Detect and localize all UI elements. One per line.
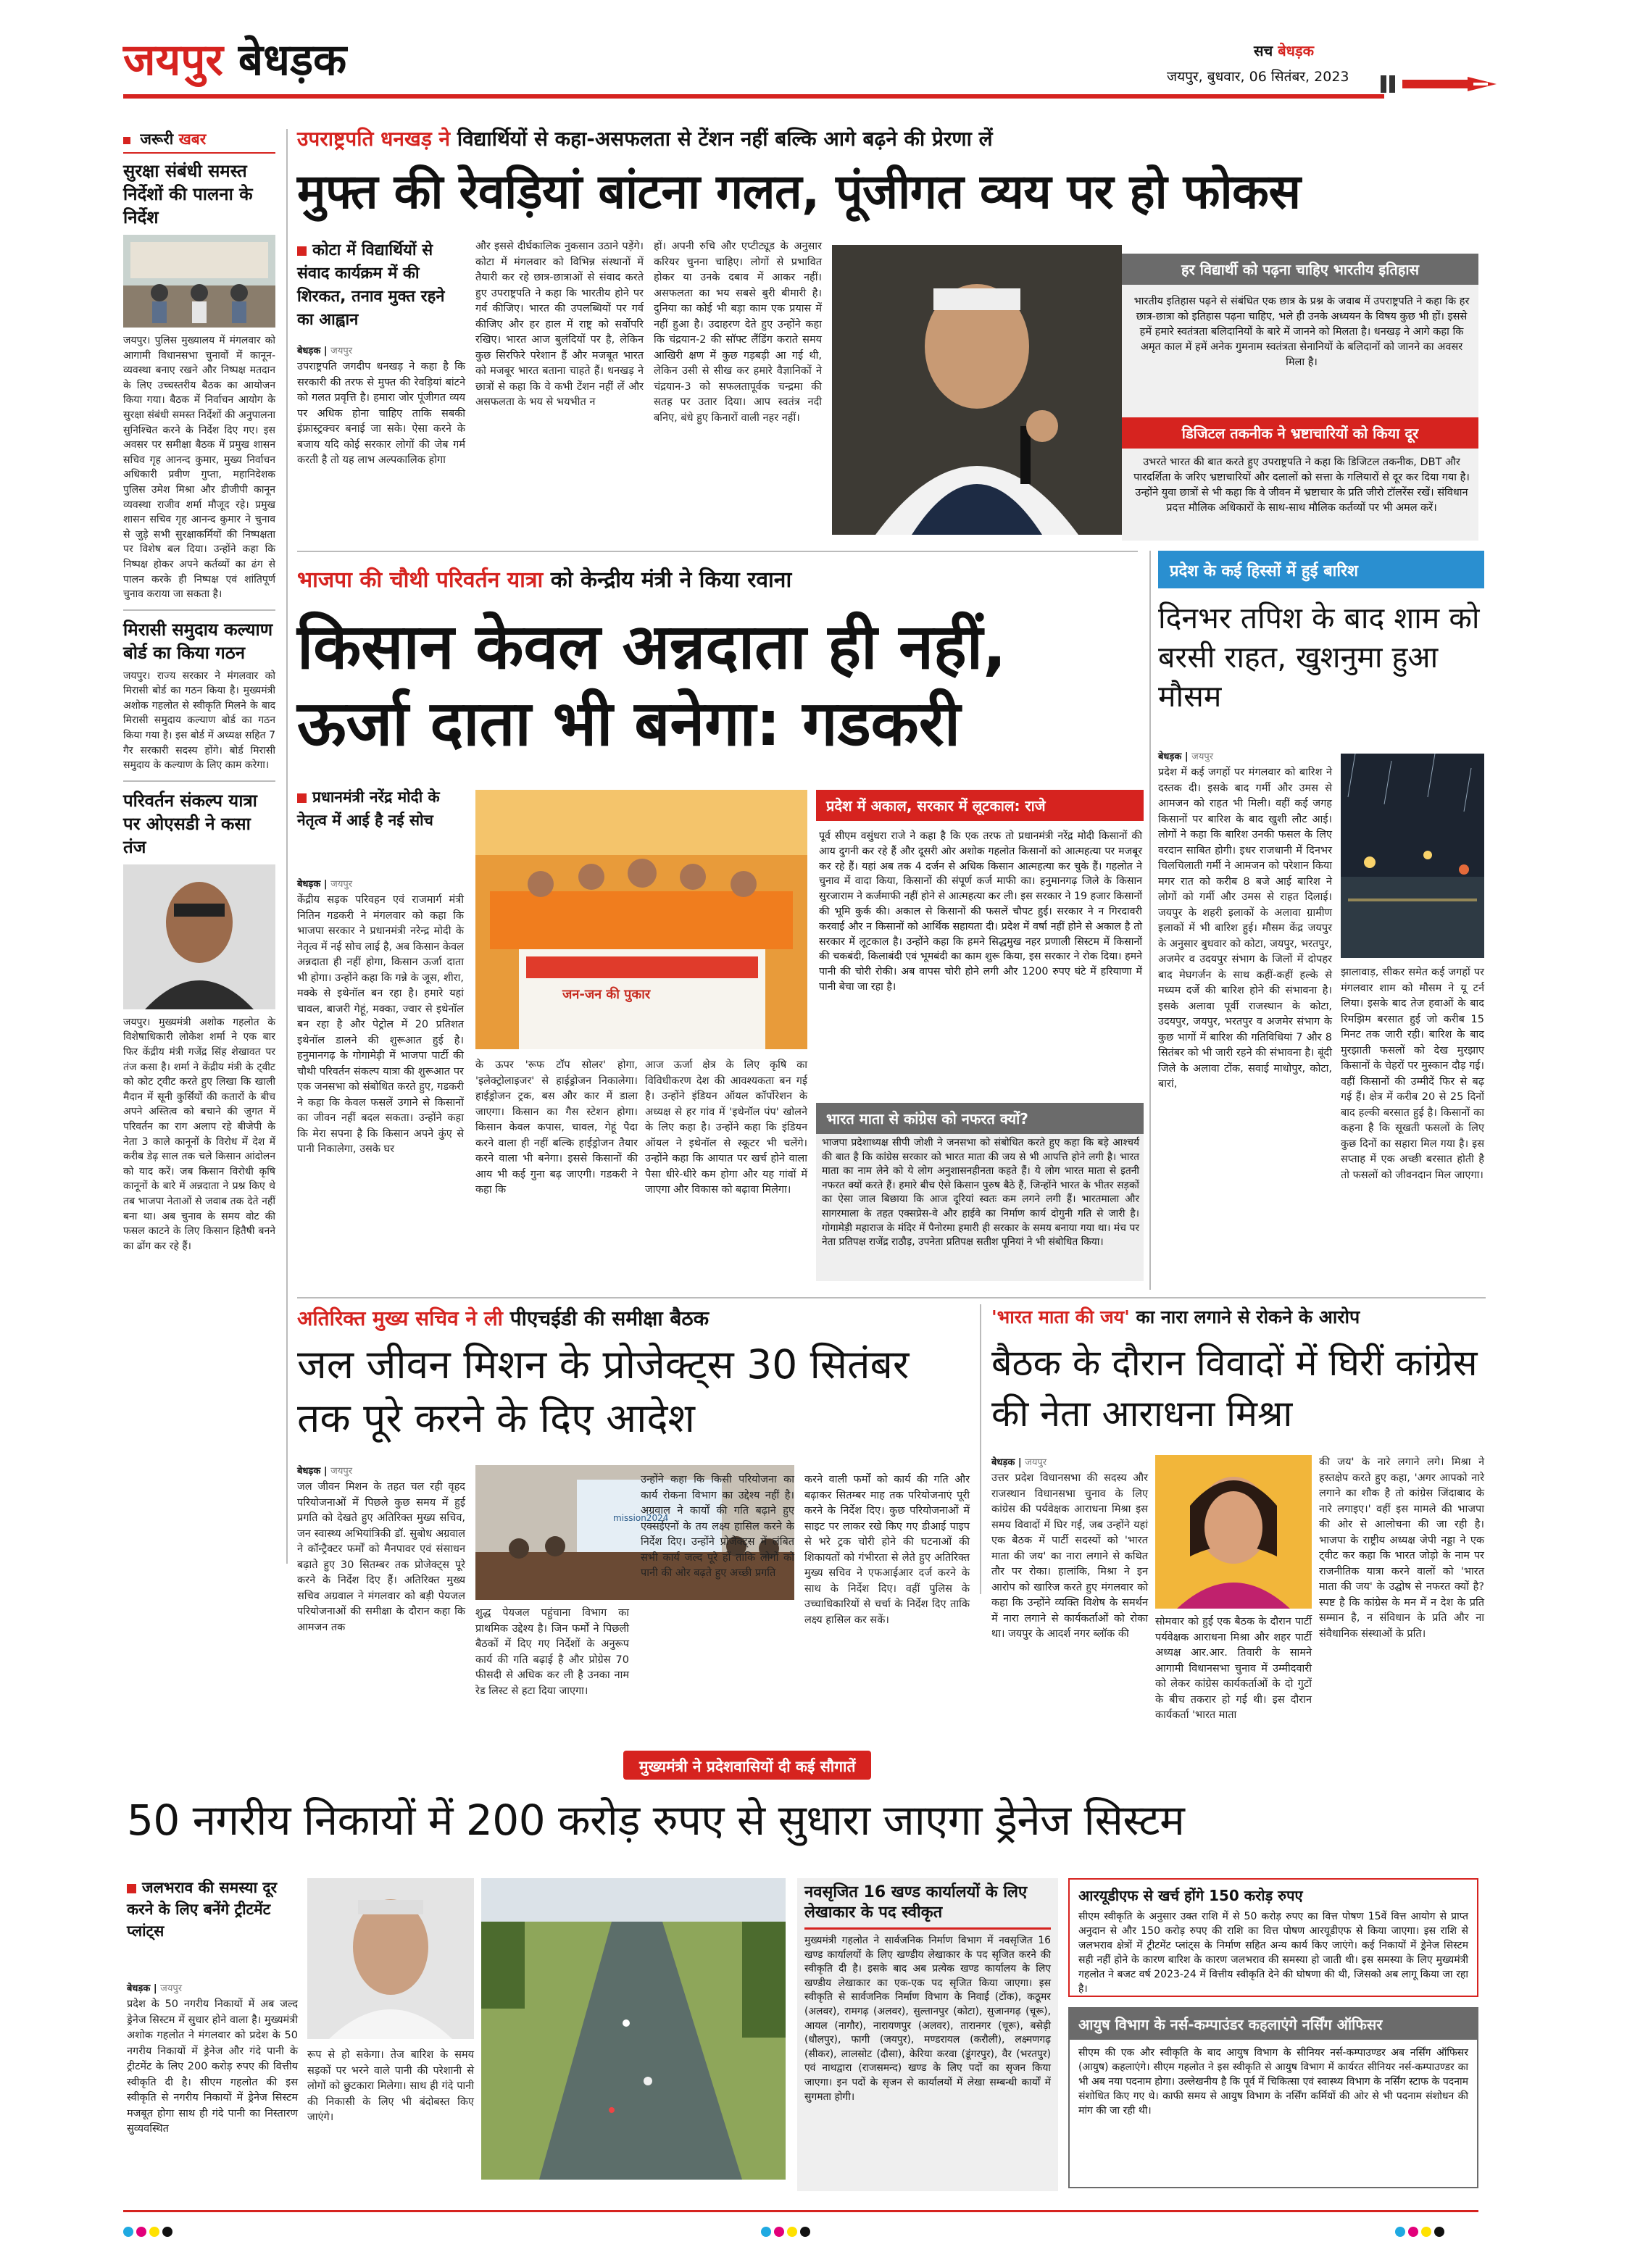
- story6-box3-head: आयुष विभाग के नर्स-कम्पाउंडर कहलाएंगे नर्सिंग ऑफिसर: [1070, 2009, 1477, 2040]
- story6-box1: [797, 1878, 1058, 2191]
- story1-kicker: [297, 125, 993, 152]
- story4-headline: जल जीवन मिशन के प्रोजेक्ट्स 30 सितंबर तक पूरे करने के दिए आदेश: [297, 1341, 910, 1441]
- story6-headline: 50 नगरीय निकायों में 200 करोड़ रुपए से सुधारा जाएगा ड्रेनेज सिस्टम: [127, 1796, 1185, 1845]
- story2-box1: [816, 790, 1144, 1093]
- story6-byline: बेधड़क | जयपुर: [127, 1983, 183, 1994]
- byline-a: बेधड़क: [127, 1983, 151, 1994]
- story6-subhead: [127, 1877, 301, 1942]
- story4-kicker: [297, 1304, 709, 1332]
- sidebar-divider: [123, 780, 275, 782]
- tagline-a: सच: [1254, 42, 1273, 59]
- story4-col3: उन्होंने कहा कि किसी परियोजना का कार्य रोकना विभाग का उद्देश्य नहीं है। अग्रवाल ने कार्यों की गति बढ़ाने हुए एक्सईएनों के तय लक्ष्य हासिल करने के निर्देश दिए। उन्होंने प्रोजेक्ट्स में लंबित सभी कार्य जल्द पूरे हों ताकि लोगों को पानी की ओर बढ़ते हुए अच्छी प्रगति: [641, 1474, 794, 1579]
- byline-a: बेधड़क: [1158, 751, 1182, 762]
- story6-sub: जलभराव की समस्या दूर करने के लिए बनेंगे ट्रीटमेंट प्लांट्स: [127, 1879, 278, 1940]
- byline-a: बेधड़क: [297, 346, 321, 357]
- byline-b: जयपुर: [330, 879, 353, 890]
- lokesh-sharma-photo: [123, 864, 275, 1009]
- story6-box3-body: सीएम की एक और स्वीकृति के बाद आयुष विभाग के सीनियर नर्स-कम्पाउण्डर अब नर्सिंग ऑफिसर (आयुष) कहलाएंगे। सीएम गहलोत ने इस स्वीकृति से आयुष विभाग में कार्यरत सीनियर नर्स-कम्पाउण्डर का भी अब नया पदनाम होगा। उल्लेखनीय है कि पूर्व में चिकित्सा एवं स्वास्थ्य विभाग के नर्सिंग स्टाफ के पदनाम संशोधित किए गए थे। काफी समय से आयुष विभाग के नर्सिंग कर्मियों की ओर से भी पदनाम संशोधन की मांग की जा रही थी।: [1078, 2047, 1468, 2117]
- masthead-rule: [123, 94, 1384, 99]
- tagline-b: बेधड़क: [1278, 42, 1314, 59]
- story4-kicker-a: अतिरिक्त मुख्य सचिव ने ली: [297, 1306, 503, 1330]
- story1-byline: बेधड़क | जयपुर: [297, 346, 353, 357]
- byline-b: जयपुर: [330, 346, 353, 357]
- story5-kicker-b: का नारा लगाने से रोकने के आरोप: [1136, 1306, 1360, 1327]
- story1-col2: और इससे दीर्घकालिक नुकसान उठाने पड़ेंगे। कोटा में मंगलवार को विभिन्न संस्थानों में तैयारी कर रहे छात्र-छात्राओं से संवाद करते हुए उपराष्ट्रपति ने कहा कि भारतीय होने पर गर्व कीजिए। भारत की उपलब्धियों पर गर्व कीजिए और हर हाल में राष्ट्र को सर्वोपरि रखिए। भारत आज बुलंदियों पर है, लेकिन कुछ सिरफिरे परेशान हैं और मजबूत भारत को मजबूर भारत बताना चाहते हैं। धनखड़ ने छात्रों से कहा कि वे कभी टेंशन नहीं लें और असफलता के भय से भयभीत न: [475, 241, 644, 408]
- screen-text: mission2024: [613, 1513, 669, 1523]
- story6-col2: रूप से हो सकेगा। तेज बारिश के समय सड़कों पर भरने वाले पानी की परेशानी से लोगों को छुटकारा मिलेगा। साथ ही गंदे पानी की निकासी के लिए भी बंदोबस्त किए जाएंगे।: [307, 2049, 474, 2123]
- sidebar-label-a: जरूरी: [140, 130, 174, 148]
- police-meeting-photo: [123, 235, 275, 328]
- story3-byline: बेधड़क | जयपुर: [1158, 751, 1214, 762]
- story2-box2: [816, 1103, 1144, 1281]
- story1-kicker-a: उपराष्ट्रपति धनखड़ ने: [297, 127, 451, 151]
- sidebar-story-2-head: मिरासी समुदाय कल्याण बोर्ड का किया गठन: [123, 619, 273, 663]
- story1-box1: [1122, 254, 1478, 420]
- byline-b: जयपुर: [1025, 1457, 1047, 1468]
- masthead: [123, 35, 1500, 100]
- story3-col1: प्रदेश में कई जगहों पर मंगलवार को बारिश ने दस्तक दी। इसके बाद गर्मी और उमस से आमजन को राहत भी मिली। वहीं कई जगह किसानों पर बारिश के बाद खुशी लौट आई। लोगों ने कहा कि बारिश उनकी फसल के लिए वरदान साबित होगी। इधर राजधानी में दिनभर चिलचिलाती गर्मी ने आमजन को परेशान किया मगर रात को करीब 8 बजे आई बारिश ने लोगों को गर्मी और उमस से राहत दिलाई। जयपुर के शहरी इलाकों के अलावा ग्रामीण इलाकों में भी बारिश हुई। मौसम केंद्र जयपुर के अनुसार बुधवार को कोटा, जयपुर, भरतपुर, अजमेर व उदयपुर संभाग के जिलों में दोपहर बाद मेघगर्जन के साथ कहीं-कहीं हल्के से मध्यम दर्जे की बारिश होने की संभावना है। इसके अलावा पूर्वी राजस्थान के कोटा, उदयपुर, जयपुर, भरतपुर व अजमेर संभाग के कुछ भागों में बारिश की गतिविधियां 7 और 8 सितंबर को भी जारी रहने की संभावना है। बूंदी जिले के अलावा टोंक, सवाई माधोपुर, कोटा, बारां,: [1158, 767, 1332, 1090]
- story3-caption: झालावाड़, सीकर समेत कई जगहों पर मंगलवार शाम को मौसम ने यू टर्न लिया। इसके बाद तेज हवाओं के बाद रिमझिम बरसात हुई जो करीब 15 मिनट तक जारी रही। बारिश के बाद मुरझाती फसलों को देख मुरझाए किसानों के चेहरों पर मुस्कान दौड़ गई। वहीं किसानों की उम्मीदें फिर से बढ़ गई हैं। क्षेत्र में करीब 20 से 25 दिनों बाद हल्की बरसात हुई है। किसानों का कहना है कि सूखती फसलों के लिए कुछ दिनों का सहारा मिल गया है। इस सप्ताह में एक अच्छी बरसात होती है तो फसलों को जीवनदान मिल जाएगा।: [1341, 967, 1484, 1181]
- byline-b: जयपुर: [1191, 751, 1214, 762]
- gadkari-rally-photo: [475, 790, 807, 1049]
- story2-kicker: [297, 564, 791, 593]
- story1-box1-head: हर विद्यार्थी को पढ़ना चाहिए भारतीय इतिहास: [1122, 254, 1478, 285]
- logo: [123, 35, 346, 86]
- aradhana-mishra-photo: [1155, 1455, 1312, 1609]
- story5-col2: सोमवार को हुई एक बैठक के दौरान पार्टी पर्यवेक्षक आराधना मिश्रा और शहर पार्टी अध्यक्ष आर.आर. तिवारी के सामने आगामी विधानसभा चुनाव में उम्मीदवारी को लेकर कांग्रेस कार्यकर्ताओं के दो गुटों के बीच तकरार हो गई थी। इस दौरान कार्यकर्ता 'भारत माता: [1155, 1616, 1312, 1721]
- story2-sub: प्रधानमंत्री नरेंद्र मोदी के नेतृत्व में आई है नई सोच: [297, 788, 440, 829]
- sidebar-label: [123, 129, 275, 154]
- drain-photo: [481, 1878, 786, 2180]
- story6-box2-head: आरयूडीएफ से खर्च होंगे 150 करोड़ रुपए: [1078, 1887, 1303, 1904]
- sidebar-story-1-body: जयपुर। पुलिस मुख्यालय में मंगलवार को आगामी विधानसभा चुनावों में कानून-व्यवस्था बनाए रखने और निष्पक्ष मतदान के लिए उच्चस्तरीय बैठक का आयोजन किया गया। बैठक में निर्वाचन आयोग के सुरक्षा संबंधी समस्त निर्देशों की अनुपालना सुनिश्चित करने के निर्देश दिए गए। इस अवसर पर समीक्षा बैठक में प्रमुख शासन सचिव गृह आनन्द कुमार, मुख्य निर्वाचन अधिकारी प्रवीण गुप्ता, महानिदेशक पुलिस उमेश मिश्रा और डीजीपी कानून व्यवस्था राजीव शर्मा मौजूद रहे। प्रमुख शासन सचिव गृह आनन्द कुमार ने चुनाव से जुड़े सभी सुरक्षाकर्मियों की निष्पक्षता पर विशेष बल दिया। उन्होंने कहा कि निष्पक्ष होकर अपने कर्तव्यों का ढंग से पालन करके ही निष्पक्ष एवं शांतिपूर्ण चुनाव कराया जा सकता है।: [123, 335, 275, 601]
- story4-col4: करने वाली फर्मों को कार्य की गति और बढ़ाकर सितम्बर माह तक परियोजनाएं पूरी करने के निर्देश दिए। कुछ परियोजनाओं में साइट पर लाकर रखे किए गए डीआई पाइप से भरे ट्रक चोरी होने की घटनाओं की शिकायतों को गंभीरता से लेते हुए अतिरिक्त मुख्य सचिव ने एफआईआर दर्ज करने के साथ के निर्देश दिए। वहीं पुलिस के उच्चाधिकारियों से चर्चा के निर्देश दिए ताकि लक्ष्य हासिल कर सकें।: [804, 1474, 970, 1626]
- story2-kicker-a: भाजपा की चौथी परिवर्तन यात्रा: [297, 567, 544, 593]
- story4-col1: जल जीवन मिशन के तहत चल रही वृहद परियोजनाओं में पिछले कुछ समय में हुई प्रगति को देखते हुए अतिरिक्त मुख्य सचिव, जन स्वास्थ्य अभियांत्रिकी डॉ. सुबोध अग्रवाल ने कॉन्ट्रैक्टर फर्मों को मैनपावर एवं संसाधन बढ़ाते हुए 30 सितम्बर तक प्रोजेक्ट्स पूरे करने के निर्देश दिए हैं। अतिरिक्त मुख्य सचिव अग्रवाल ने मंगलवार को बड़ी पेयजल परियोजनाओं की समीक्षा के दौरान कहा कि आमजन तक: [297, 1481, 465, 1633]
- sidebar-story-2-body: जयपुर। राज्य सरकार ने मंगलवार को मिरासी बोर्ड का गठन किया है। मुख्यमंत्री अशोक गहलोत से स्वीकृति मिलने के बाद मिरासी समुदाय कल्याण बोर्ड का गठन किया गया है। इस बोर्ड में अध्यक्ष सहित 7 गैर सरकारी सदस्य होंगे। बोर्ड मिरासी समुदाय के कल्याण के लिए काम करेगा।: [123, 670, 275, 772]
- story6-kicker: मुख्यमंत्री ने प्रदेशवासियों दी कई सौगातें: [623, 1751, 871, 1780]
- story4-kicker-b: पीएचईडी की समीक्षा बैठक: [509, 1306, 710, 1330]
- masthead-tagline: [1254, 41, 1314, 60]
- bullet-icon: [297, 793, 307, 803]
- rule: [297, 1297, 1486, 1298]
- story3-banner: प्रदेश के कई हिस्सों में हुई बारिश: [1158, 551, 1484, 588]
- byline-a: बेधड़क: [297, 1466, 321, 1477]
- story1-sub: कोटा में विद्यार्थियों से संवाद कार्यक्रम में की शिरकत, तनाव मुक्त रहने का आह्वान: [297, 241, 445, 329]
- footer-rule: [123, 2210, 1478, 2212]
- rally-banner-text: जन-जन की पुकार: [562, 987, 651, 1002]
- story1-col1: उपराष्ट्रपति जगदीप धनखड़ ने कहा है कि सरकारी की तरफ से मुफ्त की रेवड़ियां बांटने को गलत प्रवृत्ति है। हमारा जोर पूंजीगत व्यय पर अधिक होना चाहिए ताकि सबकी इंफ्रास्ट्रक्चर बनाई जा सके। ऐसा करने के बजाय यदि कोई सरकार लोगों की जेब गर्म करती है तो यह लाभ अल्पकालिक होगा: [297, 361, 465, 466]
- logo-part-b: बेधड़क: [238, 35, 347, 86]
- rain-night-photo: [1341, 754, 1484, 958]
- byline-b: जयपुर: [330, 1466, 353, 1477]
- story5-headline: बैठक के दौरान विवादों में घिरीं कांग्रेस की नेता आराधना मिश्रा: [991, 1342, 1478, 1435]
- story1-box2-body: उभरते भारत की बात करते हुए उपराष्ट्रपति ने कहा कि डिजिटल तकनीक, DBT और पारदर्शिता के जरिए भ्रष्टाचारियों और दलालों को सत्ता के गलियारों से दूर कर दिया गया है। उन्होंने युवा छात्रों से भी कहा कि वे जीवन में भ्रष्टाचार के प्रति जीरो टॉलरेंस रखें। संविधान प्रदत्त मौलिक अधिकारों के साथ-साथ मौलिक कर्तव्यों पर भी अमल करें।: [1133, 456, 1470, 514]
- story1-box1-body: भारतीय इतिहास पढ़ने से संबंधित एक छात्र के प्रश्न के जवाब में उपराष्ट्रपति ने कहा कि हर छात्र-छात्रा को इतिहास पढ़ना चाहिए, भले ही उनके अध्ययन के विषय कुछ भी हों। इससे हमें हमारे स्वतंत्रता बलिदानियों के बारे में जानने को मिलता है। धनखड़ ने आगे कहा कि अमृत काल में हमें अनेक गुमनाम स्वतंत्रता सेनानियों के बलिदानों को जानने का अवसर मिला है।: [1133, 296, 1470, 368]
- story4-col2: शुद्ध पेयजल पहुंचाना विभाग का प्राथमिक उद्देश्य है। जिन फर्मों ने पिछली बैठकों में दिए गए निर्देशों के अनुरूप कार्य की गति बढ़ाई है और प्रोग्रेस 70 फीसदी से अधिक कर ली है उनका नाम रेड लिस्ट से हटा दिया जाएगा।: [475, 1607, 629, 1697]
- story6-col1: प्रदेश के 50 नगरीय निकायों में अब जल्द ड्रेनेज सिस्टम में सुधार होने वाला है। मुख्यमंत्री अशोक गहलोत ने मंगलवार को प्रदेश के 50 नगरीय निकायों में ड्रेनेज और गंदे पानी के ट्रीटमेंट के लिए 200 करोड़ रुपए की वित्तीय स्वीकृति दी है। सीएम गहलोत की इस स्वीकृति से नगरीय निकायों में ड्रेनेज सिस्टम मजबूत होगा साथ ही गंदे पानी का निस्तारण सुव्यवस्थित: [127, 1998, 298, 2135]
- bullet-icon: [127, 1884, 136, 1893]
- story3-headline: दिनभर तपिश के बाद शाम को बरसी राहत, खुशनुमा हुआ मौसम: [1158, 601, 1480, 714]
- story2-col3: आज ऊर्जा क्षेत्र के लिए कृषि का विविधीकरण देश की आवश्यकता बन गई है। उन्होंने इंडियन ऑयल कॉर्पोरेशन के अध्यक्ष से हर गांव में 'इथेनॉल पंप' खोलने के लिए कहा है। उन्होंने कहा कि इंडियन ऑयल ने इथेनॉल से स्कूटर भी चलेंगे। उन्होंने कहा कि आयात पर खर्च होने वाला पैसा धीरे-धीरे कम होगा और यह गांवों में जाएगा और विकास को बढ़ावा मिलेगा।: [645, 1059, 807, 1196]
- sidebar-story-1-head: सुरक्षा संबंधी समस्त निर्देशों की पालना के निर्देश: [123, 161, 253, 228]
- story2-headline-line1: किसान केवल अन्नदाता ही नहीं,: [297, 611, 1007, 683]
- registration-dots-right: [1395, 2226, 1447, 2240]
- story5-kicker: [991, 1304, 1360, 1329]
- pen-nib-icon: [1381, 71, 1504, 97]
- sidebar: [123, 129, 275, 1254]
- byline-b: जयपुर: [160, 1983, 183, 1994]
- byline-a: बेधड़क: [297, 879, 321, 890]
- story2-byline: बेधड़क | जयपुर: [297, 879, 353, 890]
- story2-col1: केंद्रीय सड़क परिवहन एवं राजमार्ग मंत्री नितिन गडकरी ने मंगलवार को कहा कि भाजपा सरकार ने प्रधानमंत्री नरेन्द्र मोदी के नेतृत्व में नई सोच लाई है, अब किसान केवल अन्नदाता ही नहीं होगा, किसान ऊर्जा दाता भी होगा। उन्होंने कहा कि गन्ने के जूस, शीरा, मक्के से इथेनॉल बन रहा है। हमारे यहां चावल, बाजरी गेहूं, मक्का, ज्वार से इथेनॉल बन रहा है और पेट्रोल में 20 प्रतिशत इथेनॉल डालने की शुरूआत हुई है। हनुमानगढ़ के गोगामेड़ी में भाजपा पार्टी की चौथी परिवर्तन संकल्प यात्रा की शुरूआत पर एक जनसभा को संबोधित करते हुए, गडकरी ने कहा कि केवल फसलें उगाने से किसानों का जीवन नहीं बदल सकता। उन्होंने कहा कि मेरा सपना है कि किसान अपने कुंए से पानी निकालेगा, उसके घर: [297, 894, 464, 1155]
- story1-subhead: [297, 239, 464, 332]
- story6-box3: [1068, 2007, 1478, 2188]
- rule: [980, 1304, 981, 1594]
- story2-box2-body: भाजपा प्रदेशाध्यक्ष सीपी जोशी ने जनसभा को संबोधित करते हुए कहा कि बड़े आश्चर्य की बात है कि कांग्रेस सरकार को भारत माता की जय से भी आपत्ति होने लगी है। भारत माता का नाम लेने को ये लोग अनुशासनहीनता कहते हैं। ये लोग भारत माता से इतनी नफरत क्यों करते हैं। हमारे बीच ऐसे किसान पुरुष बैठे हैं, जिन्होंने भारत के भीतर सड़कों का ऐसा जाल बिछाया कि आज दूरियां स्वतः कम लगने लगी हैं। भारतमाला और सागरमाला के तहत एक्सप्रेस-वे और हाईवे का निर्माण कार्य दोगुनी गति से जारी है। गोगामेड़ी महाराज के मंदिर में पैनोरमा हमारी ही सरकार के समय बनाया गया था। मंच पर नेता प्रतिपक्ष राजेंद्र राठौड़, उपनेता प्रतिपक्ष सतीश पूनियां ने भी संबोधित किया।: [822, 1137, 1139, 1248]
- story1-kicker-b: विद्यार्थियों से कहा-असफलता से टेंशन नहीं बल्कि आगे बढ़ने की प्रेरणा लें: [457, 127, 993, 151]
- story2-headline-line2: ऊर्जा दाता भी बनेगा: गडकरी: [297, 688, 961, 760]
- story5-kicker-a: 'भारत माता की जय': [991, 1306, 1130, 1327]
- story2-box2-head: भारत माता से कांग्रेस को नफरत क्यों?: [816, 1103, 1144, 1134]
- sidebar-divider: [123, 609, 275, 611]
- story5-byline: बेधड़क | जयपुर: [991, 1457, 1047, 1468]
- sidebar-rule: [286, 129, 288, 1564]
- story6-box2-body: सीएम स्वीकृति के अनुसार उक्त राशि में से 50 करोड़ रुपए का वित्त पोषण 15वें वित्त आयोग से प्राप्त अनुदान से और 150 करोड़ रुपए की राशि का वित्त पोषण आरयूडीएफ से किया जाएगा। इस राशि से जलभराव क्षेत्रों में ट्रीटमेंट प्लांट्स के निर्माण सहित अन्य कार्य किए जाएंगे। कई निकायों में ड्रेनेज सिस्टम सही नहीं होने के कारण बारिश के कारण जलभराव की समस्या हो जाती थी। इस समस्या के लिए मुख्यमंत्री गहलोत ने बजट वर्ष 2023-24 में वित्तीय स्वीकृति देने की घोषणा की थी, जिसको अब लागू किया जा रहा है।: [1078, 1911, 1468, 1995]
- bullet-icon: [297, 246, 307, 256]
- story4-byline: बेधड़क | जयपुर: [297, 1466, 353, 1477]
- rule: [1149, 551, 1151, 1290]
- story1-col3: हों। अपनी रुचि और एप्टीट्यूड के अनुसार करियर चुनना चाहिए। लोगों से प्रभावित होकर या उनके दबाव में आकर नहीं। असफलता का भय सबसे बुरी बीमारी है। दुनिया का कोई भी बड़ा काम एक प्रयास में नहीं हुआ है। उदाहरण देते हुए उन्होंने कहा कि चंद्रयान-2 की सॉफ्ट लैंडिंग कराते समय आखिरी क्षण में कुछ गड़बड़ी आ गई थी, लेकिन उसी से सीख कर हमारे वैज्ञानिकों ने चंद्रयान-3 को सफलतापूर्वक चन्द्रमा की सतह पर उतार दिया। आप स्वतंत्र नदी बनिए, बंधे हुए किनारों वाली नहर नहीं।: [654, 241, 822, 424]
- sidebar-story-3-head: परिवर्तन संकल्प यात्रा पर ओएसडी ने कसा तंज: [123, 790, 257, 857]
- story5-col1: उत्तर प्रदेश विधानसभा की सदस्य और राजस्थान विधानसभा चुनाव के लिए कांग्रेस की पर्यवेक्षक आराधना मिश्रा इस समय विवादों में घिर गईं, जब उन्होंने यहां एक बैठक में पार्टी सदस्यों को 'भारत माता की जय' का नारा लगाने से कथित तौर पर रोका। हालांकि, मिश्रा ने इन आरोप को खारिज करते हुए मंगलवार को कहा कि उन्होंने व्यक्ति विशेष के समर्थन में नारा लगाने से कार्यकर्ताओं को रोका था। जयपुर के आदर्श नगर ब्लॉक की: [991, 1472, 1148, 1640]
- story2-kicker-b: को केन्द्रीय मंत्री ने किया रवाना: [550, 567, 792, 593]
- dhankhar-photo: [832, 245, 1122, 535]
- story2-headline: [297, 609, 1138, 762]
- dateline: जयपुर, बुधवार, 06 सितंबर, 2023: [1167, 69, 1349, 85]
- sidebar-story-3-body: जयपुर। मुख्यमंत्री अशोक गहलोत के विशेषाधिकारी लोकेश शर्मा ने एक बार फिर केंद्रीय मंत्री गजेंद्र सिंह शेखावत पर तंज कसा है। शर्मा ने केंद्रीय मंत्री के ट्वीट को कोट ट्वीट करते हुए लिखा कि खाली मैदान में सूनी कुर्सियों की कतारों के बीच अपने अस्तित्व को बचाने की जुगत में परिवर्तन का राग अलाप रहे बीजेपी के नेता 3 काले कानूनों के विरोध में देश में करीब डेढ़ साल तक चले किसान आंदोलन को याद करें। जब किसान विरोधी कृषि कानूनों के बारे में अन्नदाता ने प्रश्न किए थे तब भाजपा नेताओं से जवाब तक देते नहीं बना था। अब चुनाव के समय वोट की फसल काटने के लिए किसान हितैषी बनने का ढोंग कर रहे हैं।: [123, 1016, 275, 1252]
- story1-box2: [1122, 417, 1478, 541]
- story1-headline: मुफ्त की रेवड़ियां बांटना गलत, पूंजीगत व्यय पर हो फोकस: [297, 164, 1301, 220]
- sidebar-label-b: खबर: [178, 130, 207, 148]
- story6-box1-head: नवसृजित 16 खण्ड कार्यालयों के लिए लेखाकार के पद स्वीकृत: [804, 1883, 1051, 1930]
- story2-box1-head: प्रदेश में अकाल, सरकार में लूटकाल: राजे: [816, 790, 1144, 821]
- registration-dots-center: [761, 2226, 813, 2240]
- story6-box2: [1068, 1878, 1478, 1997]
- story2-box1-body: पूर्व सीएम वसुंधरा राजे ने कहा है कि एक तरफ तो प्रधानमंत्री नरेंद्र मोदी किसानों की आय दुगनी कर रहे हैं और दूसरी ओर अशोक गहलोत किसानों को आत्महत्या पर मजबूर कर रहे हैं। यहां अब तक 4 दर्जन से अधिक किसान आत्महत्या कर चुके हैं। गहलोत ने चुनाव में वादा किया, किसानों की संपूर्ण कर्ज माफी का। हनुमानगढ़ जिले के किसान सुरजाराम ने कर्जमाफी नहीं होने से आत्महत्या कर ली। इस सरकार ने 19 हजार किसानों की भूमि कुर्क की। अकाल से किसानों की फसलें चौपट हुई। सरकार ने न गिरदावरी करवाई और न किसानों को आर्थिक सहायता दी। प्रदेश में वर्षा नहीं होने से अकाल है तो सरकार में लूटकाल है। उन्होंने कहा कि हमने सिद्धमुख नहर प्रणाली सिस्टम में किसानों की चकबंदी, किलाबंदी एवं भूमबंदी का काम शुरू किया, इस सरकार ने रोक दिया। हमने पानी की चोरी रोकी। अब वापस चोरी होने लगी और 1200 रुपए घंटे में हरियाणा में पानी बेचा जा रहा है।: [819, 830, 1142, 993]
- rule: [297, 551, 1138, 552]
- story1-box2-head: डिजिटल तकनीक ने भ्रष्टाचारियों को किया दूर: [1122, 417, 1478, 449]
- registration-dots-left: [123, 2226, 175, 2240]
- gehlot-photo: [307, 1878, 474, 2039]
- story2-subhead: [297, 785, 464, 832]
- logo-part-a: जयपुर: [123, 35, 223, 86]
- story2-col2: के ऊपर 'रूफ टॉप सोलर' होगा, 'इलेक्ट्रोलाइजर' से हाईड्रोजन निकालेगा। हाईड्रोजन ट्रक, बस और कार में डाला जाएगा। किसान का गैस स्टेशन होगा। किसान केवल कपास, चावल, गेहूं पैदा करने वाला ही नहीं बल्कि हाईड्रोजन तैयार करने वाला भी बनेगा। इससे किसानों की आय भी कई गुना बढ़ जाएगी। गडकरी ने कहा कि: [475, 1059, 638, 1196]
- story6-box1-body: मुख्यमंत्री गहलोत ने सार्वजनिक निर्माण विभाग में नवसृजित 16 खण्ड कार्यालयों के लिए खण्डीय लेखाकार के पद सृजित करने की स्वीकृति दी है। इसके बाद अब प्रत्येक खण्ड कार्यालय के लिए खण्डीय लेखाकार का एक-एक पद सृजित किया जाएगा। इस स्वीकृति से सार्वजनिक निर्माण विभाग के निवाई (टोंक), कठूमर (अलवर), रामगढ़ (अलवर), सुल्तानपुर (कोटा), सुजानगढ़ (चूरू), आयल (नागौर), नारायणपुर (अलवर), तारानगर (चूरू), बसेड़ी (धौलपुर), फागी (जयपुर), मण्डरायल (करौली), लक्ष्मणगढ़ (सीकर), लालसोट (दौसा), केरिया करवा (डूंगरपुर), वैर (भरतपुर) एवं नाथद्वारा (राजसमन्द) खण्ड के लिए पदों का सृजन किया जाएगा। इन पदों के सृजन से कार्यालयों में लेखा सम्बन्धी कार्यों में सुगमता होगी।: [804, 1935, 1051, 2103]
- byline-a: बेधड़क: [991, 1457, 1015, 1468]
- story5-col3: की जय' के नारे लगाने लगे। मिश्रा ने हस्तक्षेप करते हुए कहा, 'अगर आपको नारे लगाने का शौक है तो कांग्रेस जिंदाबाद के नारे लगाइए।' वहीं इस मामले की भाजपा की ओर से आलोचना की जा रही है। भाजपा के राष्ट्रीय अध्यक्ष जेपी नड्डा ने एक ट्वीट कर कहा कि भारत जोड़ो के नाम पर राजनीतिक यात्रा करने वालों को 'भारत माता की जय' के उद्घोष से नफरत क्यों है? स्पष्ट है कि कांग्रेस के मन में न देश के प्रति सम्मान है, न संविधान के प्रति और ना संवैधानिक संस्थाओं के प्रति।: [1319, 1456, 1484, 1640]
